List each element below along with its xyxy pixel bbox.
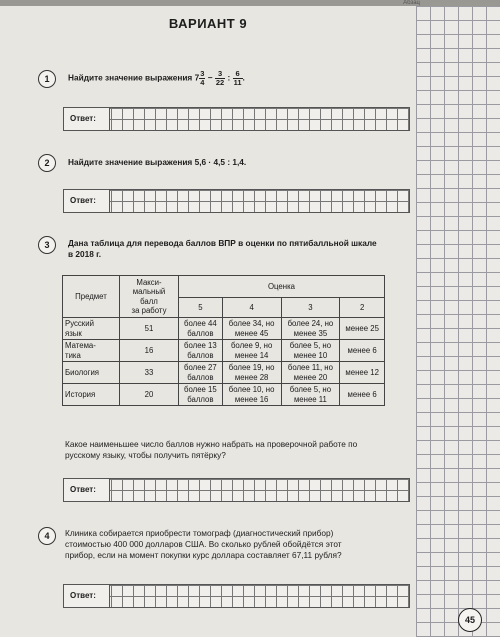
question-4-line2: стоимостью 400 000 долларов США. Во сколько рублей обойдётся этот (65, 539, 342, 549)
q1-fraction-2: $\frac{3}{22}$ (215, 69, 225, 87)
answer-box-2[interactable] (63, 189, 410, 213)
top-strip-text: Абзац (403, 0, 420, 6)
row-grade-2: менее 12 (340, 362, 385, 384)
header-grade-4: 4 (222, 298, 281, 318)
row-grade-4: более 9, но менее 14 (222, 340, 281, 362)
row-grade-4: более 19, но менее 28 (222, 362, 281, 384)
row-max: 20 (120, 384, 179, 406)
row-max: 33 (120, 362, 179, 384)
row-grade-5: более 13 баллов (179, 340, 223, 362)
question-1-prompt: Найдите значение выражения (68, 72, 193, 83)
answer-box-1[interactable] (63, 107, 410, 131)
q1-whole: 7 (194, 72, 200, 83)
row-subject: Русский язык (63, 318, 120, 340)
answer-label-4: Ответ: (64, 585, 110, 607)
row-grade-2: менее 6 (340, 384, 385, 406)
row-grade-5: более 44 баллов (179, 318, 223, 340)
q1-end: . (242, 72, 245, 83)
answer-box-4[interactable] (63, 584, 410, 608)
row-grade-5: более 27 баллов (179, 362, 223, 384)
question-1-number: 1 (38, 70, 56, 88)
row-grade-3: более 11, но менее 20 (281, 362, 340, 384)
answer-label-3: Ответ: (64, 479, 110, 501)
grid-paper-margin (416, 6, 500, 637)
worksheet-page (0, 6, 416, 637)
row-max: 16 (120, 340, 179, 362)
row-grade-4: более 10, но менее 16 (222, 384, 281, 406)
question-3-question (65, 439, 410, 461)
question-4-line3: прибор, если на момент покупки курс доллара составляет 67,11 рубля? (65, 550, 342, 560)
table-row (63, 318, 385, 340)
table-row (63, 384, 385, 406)
row-subject: Матема- тика (63, 340, 120, 362)
page-number: 45 (458, 608, 482, 632)
question-3-number: 3 (38, 236, 56, 254)
table-row (63, 362, 385, 384)
question-1-text (68, 70, 398, 87)
q1-fraction-1: $\frac{3}{4}$ (200, 69, 205, 87)
question-4-line1: Клиника собирается приобрести томограф (диагностический прибор) (65, 528, 334, 538)
header-max-score: Макси- мальный балл за работу (120, 276, 179, 318)
question-3-question-line1: Какое наименьшее число баллов нужно набрать на проверочной работе по (65, 439, 358, 449)
header-grade: Оценка (179, 276, 385, 298)
q1-op1: − (207, 72, 213, 83)
q1-op2: : (227, 72, 231, 83)
row-subject: История (63, 384, 120, 406)
row-grade-4: более 34, но менее 45 (222, 318, 281, 340)
answer-box-3[interactable] (63, 478, 410, 502)
question-4-text (65, 528, 410, 561)
row-max: 51 (120, 318, 179, 340)
q1-fraction-3: $\frac{6}{11}$ (233, 69, 242, 87)
row-grade-3: более 5, но менее 10 (281, 340, 340, 362)
question-3-intro-line1: Дана таблица для перевода баллов ВПР в оценки по пятибалльной шкале (68, 238, 377, 248)
question-3-intro-line2: в 2018 г. (68, 249, 102, 259)
row-grade-3: более 5, но менее 11 (281, 384, 340, 406)
answer-label-2: Ответ: (64, 190, 110, 212)
question-3-intro (68, 238, 408, 260)
answer-label-1: Ответ: (64, 108, 110, 130)
row-grade-5: более 15 баллов (179, 384, 223, 406)
row-grade-2: менее 6 (340, 340, 385, 362)
question-3-question-line2: русскому языку, чтобы получить пятёрку? (65, 450, 226, 460)
question-2-text: Найдите значение выражения 5,6 · 4,5 : 1,4. (68, 157, 247, 167)
score-conversion-table (62, 275, 385, 406)
header-grade-3: 3 (281, 298, 340, 318)
header-grade-5: 5 (179, 298, 223, 318)
header-grade-2: 2 (340, 298, 385, 318)
row-grade-2: менее 25 (340, 318, 385, 340)
header-subject: Предмет (63, 276, 120, 318)
question-2-number: 2 (38, 154, 56, 172)
variant-title: ВАРИАНТ 9 (168, 16, 248, 31)
row-grade-3: более 24, но менее 35 (281, 318, 340, 340)
question-4-number: 4 (38, 527, 56, 545)
table-row (63, 340, 385, 362)
row-subject: Биология (63, 362, 120, 384)
